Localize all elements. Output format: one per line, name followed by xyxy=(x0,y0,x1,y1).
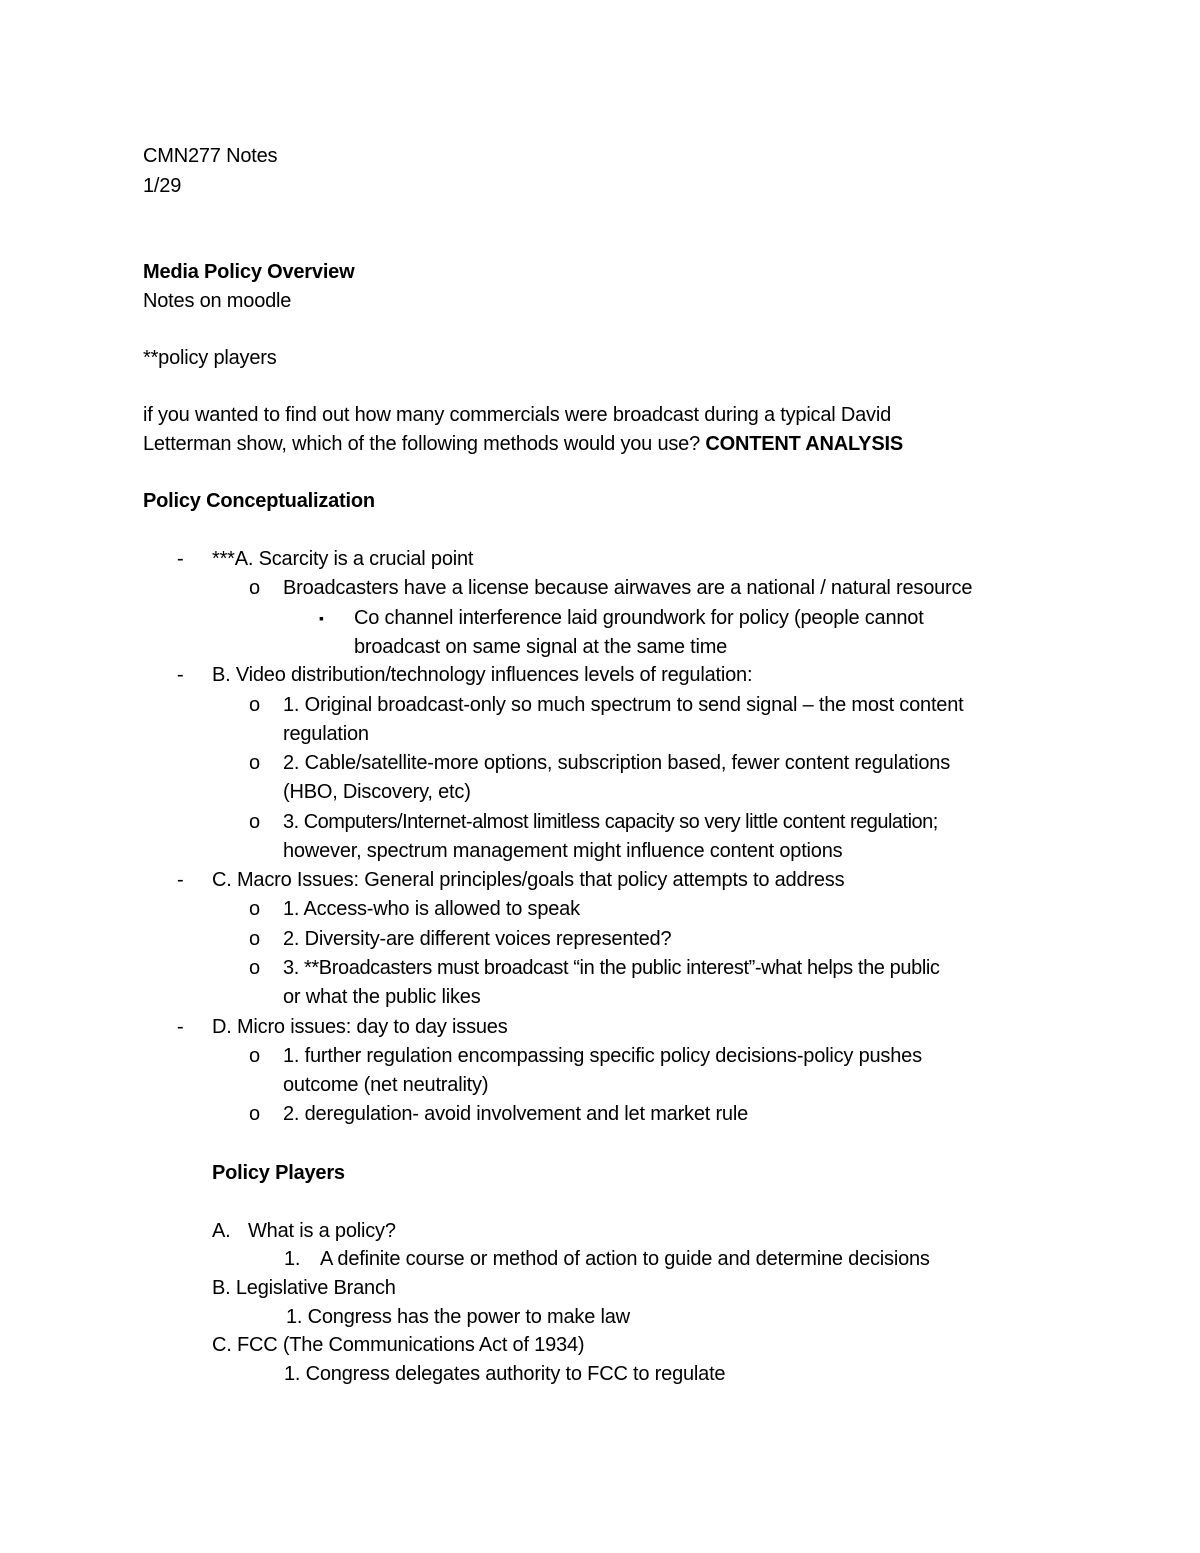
item-d-sub1-line1: 1. further regulation encompassing specific policy decisions-policy pushes xyxy=(283,1045,922,1067)
policy-players-note: **policy players xyxy=(143,347,277,369)
circle-bullet: o xyxy=(249,898,261,920)
item-c-sub3-line2: or what the public likes xyxy=(283,986,481,1008)
players-b-legislative: B. Legislative Branch xyxy=(212,1277,396,1299)
question-line-1: if you wanted to find out how many commercials were broadcast during a typical David xyxy=(143,404,892,426)
players-a1-definition: A definite course or method of action to guide and determine decisions xyxy=(320,1248,930,1270)
players-c-fcc: C. FCC (The Communications Act of 1934) xyxy=(212,1334,585,1356)
circle-bullet: o xyxy=(249,752,261,774)
circle-bullet: o xyxy=(249,957,261,979)
dash-bullet: - xyxy=(177,664,184,686)
players-c1-delegates: 1. Congress delegates authority to FCC to regulate xyxy=(284,1363,726,1385)
course-title: CMN277 Notes xyxy=(143,145,278,167)
question-line-2 xyxy=(143,430,903,459)
question-answer: CONTENT ANALYSIS xyxy=(705,433,903,455)
item-a-sub1a-line2: broadcast on same signal at the same time xyxy=(354,636,728,658)
square-bullet: ▪ xyxy=(319,610,324,626)
players-b1-congress: 1. Congress has the power to make law xyxy=(286,1306,630,1328)
circle-bullet: o xyxy=(249,577,261,599)
players-a-question: What is a policy? xyxy=(248,1220,396,1242)
item-a-sub1: Broadcasters have a license because airwaves are a national / natural resource xyxy=(283,577,973,599)
item-b-sub2-line1: 2. Cable/satellite-more options, subscription based, fewer content regulations xyxy=(283,752,950,774)
section-title-overview: Media Policy Overview xyxy=(143,261,355,283)
item-b-sub1-line2: regulation xyxy=(283,723,369,745)
question-text: Letterman show, which of the following methods would you use? xyxy=(143,433,706,455)
players-a1-label: 1. xyxy=(284,1248,301,1270)
item-b-video: B. Video distribution/technology influences levels of regulation: xyxy=(212,664,753,686)
item-d-sub1-line2: outcome (net neutrality) xyxy=(283,1074,489,1096)
dash-bullet: - xyxy=(177,869,184,891)
section-title-conceptualization: Policy Conceptualization xyxy=(143,490,375,512)
dash-bullet: - xyxy=(177,1016,184,1038)
item-d-sub2: 2. deregulation- avoid involvement and let market rule xyxy=(283,1103,749,1125)
players-a-label: A. xyxy=(212,1220,231,1242)
item-a-sub1a-line1: Co channel interference laid groundwork for policy (people cannot xyxy=(354,607,924,629)
circle-bullet: o xyxy=(249,1103,261,1125)
item-b-sub2-line2: (HBO, Discovery, etc) xyxy=(283,781,471,803)
note-date: 1/29 xyxy=(143,175,182,197)
item-a-scarcity: ***A. Scarcity is a crucial point xyxy=(212,548,474,570)
circle-bullet: o xyxy=(249,1045,261,1067)
item-d-micro: D. Micro issues: day to day issues xyxy=(212,1016,508,1038)
circle-bullet: o xyxy=(249,928,261,950)
item-c-macro: C. Macro Issues: General principles/goals that policy attempts to address xyxy=(212,869,845,891)
item-c-sub3-line1: 3. **Broadcasters must broadcast “in the public interest”-what helps the public xyxy=(283,957,940,979)
item-b-sub1-line1: 1. Original broadcast-only so much spectrum to send signal – the most content xyxy=(283,694,964,716)
circle-bullet: o xyxy=(249,811,261,833)
dash-bullet: - xyxy=(177,548,184,570)
section-title-players: Policy Players xyxy=(212,1162,345,1184)
moodle-note: Notes on moodle xyxy=(143,290,292,312)
item-b-sub3-line2: however, spectrum management might influence content options xyxy=(283,840,843,862)
circle-bullet: o xyxy=(249,694,261,716)
item-b-sub3-line1: 3. Computers/Internet-almost limitless capacity so very little content regulation; xyxy=(283,811,938,833)
item-c-sub2: 2. Diversity-are different voices represented? xyxy=(283,928,672,950)
item-c-sub1: 1. Access-who is allowed to speak xyxy=(283,898,580,920)
